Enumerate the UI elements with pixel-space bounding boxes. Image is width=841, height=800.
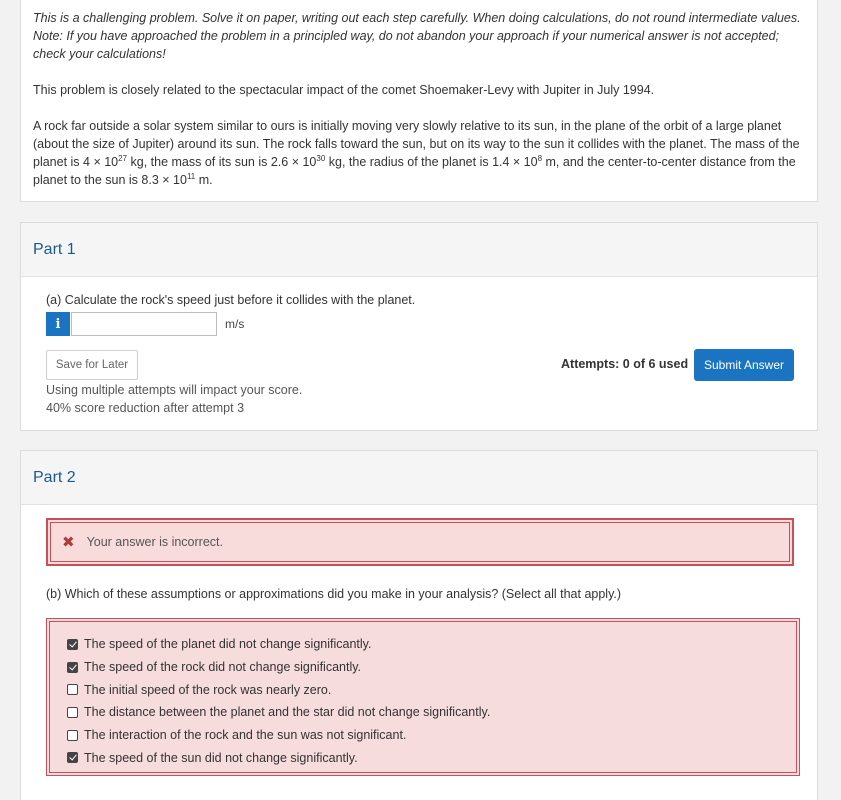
save-for-later-button[interactable]: Save for Later [46,350,138,380]
problem-text [33,117,805,189]
choice-item[interactable] [67,701,799,724]
choice-label: The initial speed of the rock was nearly zero. [84,682,332,697]
problem-context: This problem is closely related to the spectacular impact of the comet Shoemaker-Levy with Jupiter in July 1994. [33,83,655,97]
choice-label: The distance between the planet and the star did not change significantly. [84,705,491,720]
problem-text-2: kg, the mass of its sun is 2.6 × 10 [127,155,317,169]
part-2-card [20,450,818,800]
choice-label: The speed of the planet did not change significantly. [84,637,372,652]
choice-item[interactable] [67,656,799,679]
choice-item[interactable] [67,746,799,769]
close-icon: ✖ [62,533,75,551]
problem-text-5: m. [195,173,213,187]
checkbox[interactable] [67,707,78,718]
part-1-header [21,223,817,277]
choice-item[interactable] [67,724,799,747]
problem-text-1: A rock far outside a solar system similar to ours is initially moving very slowly relative to its sun, in the plane of the orbit of a large planet (about the size of Jupiter) around its sun. The rock falls toward the sun, but on its way to the sun it collides with the planet. The mass of the planet is 4 × 10 [33,119,800,169]
planet-radius-exponent: 8 [537,153,543,163]
answer-unit: m/s [225,317,245,331]
part-1-question: (a) Calculate the rock's speed just before it collides with the planet. [46,293,416,307]
answer-input[interactable] [71,312,217,336]
instructions-note: This is a challenging problem. Solve it on paper, writing out each step carefully. When doing calculations, do not round intermediate values. Note: If you have approached the problem in a principled way, do not abandon your approach if your numerical answer is not accepted; check your calculations! [33,11,801,61]
problem-text-4: m, and the center-to-center distance from the planet to the sun is 8.3 × 10 [33,155,796,187]
incorrect-message: Your answer is incorrect. [86,535,223,549]
part-2-header [21,451,817,505]
attempts-note: Using multiple attempts will impact your score. [46,383,303,397]
checkbox[interactable] [67,752,78,763]
part-2-title: Part 2 [33,468,76,486]
choice-label: The speed of the rock did not change significantly. [84,660,362,675]
attempts-counter: Attempts: 0 of 6 used [561,357,689,371]
score-reduction-note: 40% score reduction after attempt 3 [46,401,245,415]
choice-label: The interaction of the rock and the sun was not significant. [84,728,407,743]
planet-mass-exponent: 27 [118,153,128,163]
part-2-question: (b) Which of these assumptions or approximations did you make in your analysis? (Select all that apply.) [46,587,622,601]
part-1-title: Part 1 [33,240,76,258]
choice-item[interactable] [67,633,799,656]
part-1-card [20,222,818,431]
checkbox[interactable] [67,639,78,650]
choices-list [46,618,800,776]
distance-exponent: 11 [186,171,196,181]
checkbox[interactable] [67,730,78,741]
incorrect-feedback [46,518,794,566]
problem-text-3: kg, the radius of the planet is 1.4 × 10 [325,155,538,169]
choice-item[interactable] [67,678,799,701]
info-icon[interactable]: i [46,312,70,336]
sun-mass-exponent: 30 [316,153,326,163]
checkbox[interactable] [67,662,78,673]
choice-label: The speed of the sun did not change significantly. [84,750,358,765]
checkbox[interactable] [67,684,78,695]
submit-answer-button[interactable]: Submit Answer [694,349,794,381]
problem-statement-card [20,0,818,202]
